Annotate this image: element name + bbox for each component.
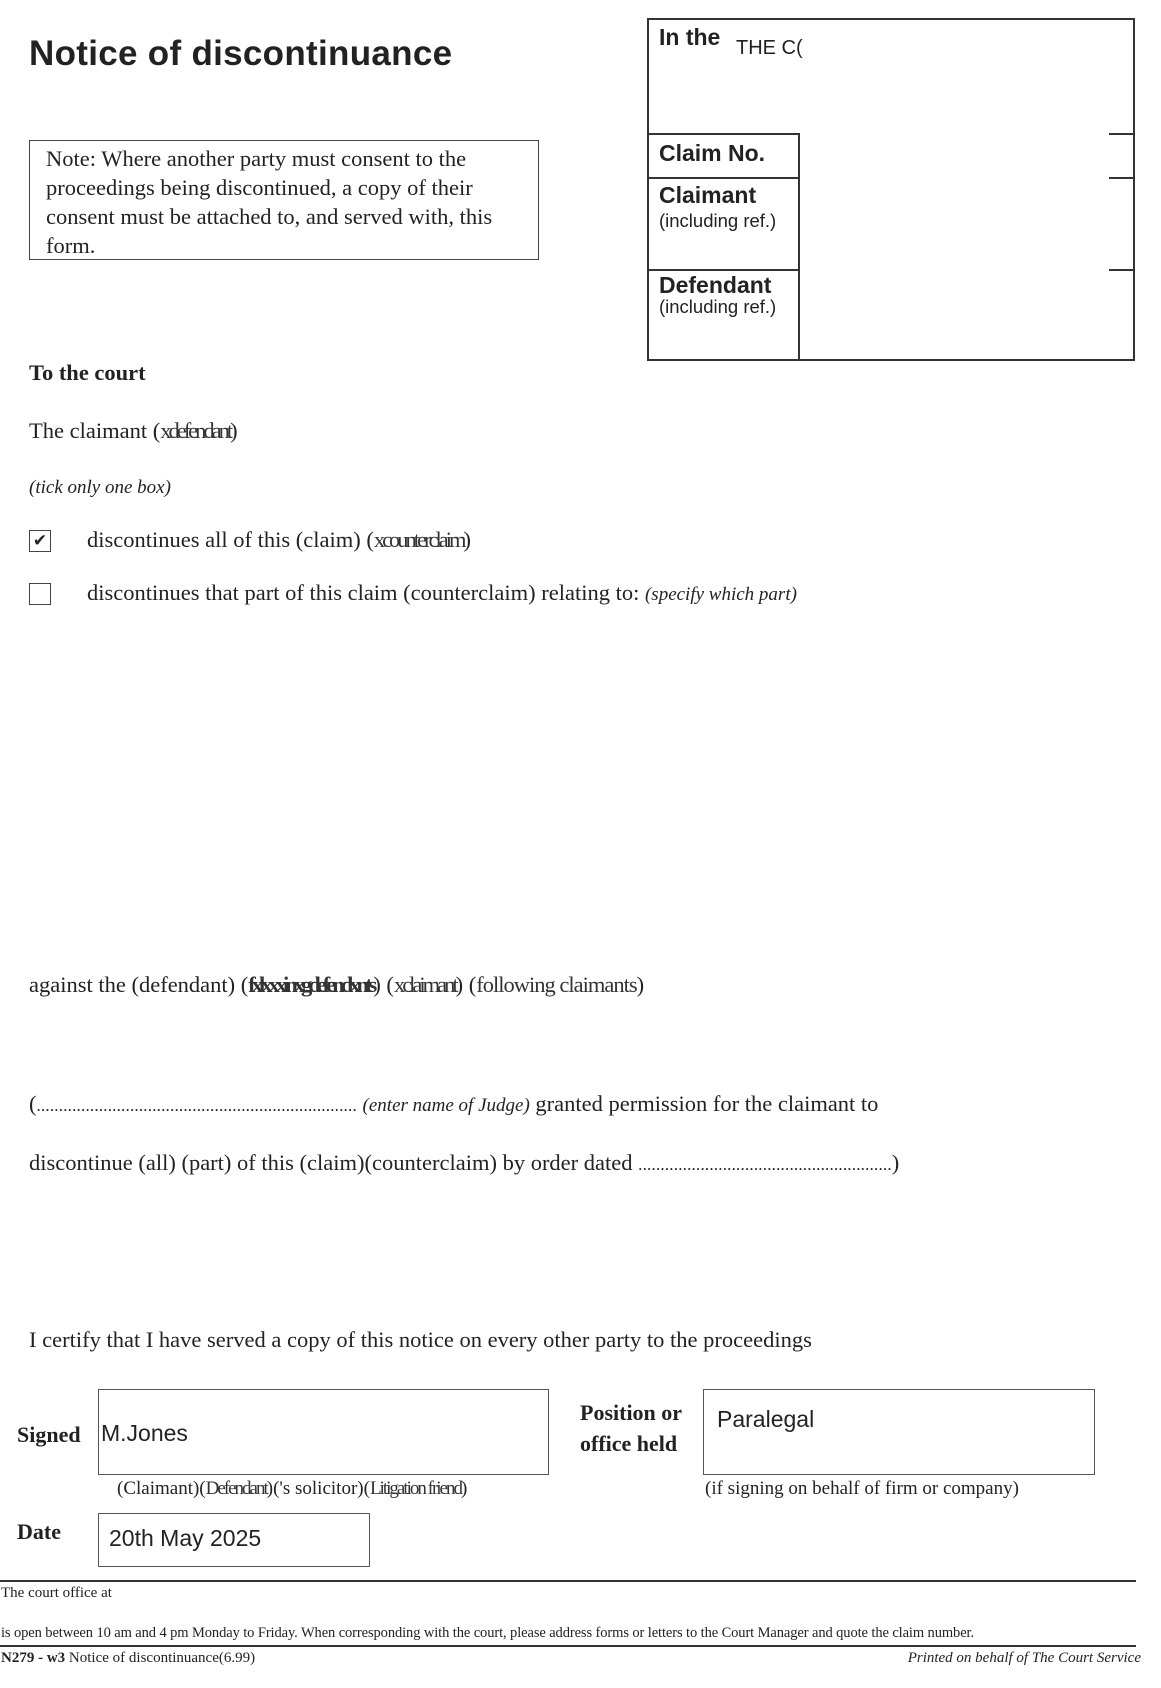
consent-note: Note: Where another party must consent to the proceedings being discontinued, a copy of their consent must be attached to, and served with, this form. [29, 140, 539, 260]
option2-hint: (specify which part) [644, 584, 797, 605]
defendant-label: Defendant [659, 272, 772, 298]
struck-defendants: fxlxxxinxgdefendxnts [248, 972, 374, 997]
judge-text: granted permission for the claimant to [535, 1091, 879, 1116]
position-field[interactable] [703, 1389, 1095, 1475]
date-value: 20th May 2025 [109, 1525, 262, 1551]
judge-name-field[interactable]: ........................................................................ [36, 1096, 357, 1115]
position-label-line2: office held [580, 1431, 678, 1456]
court-box-rule [649, 269, 800, 271]
footer-printed-by: Printed on behalf of The Court Service [907, 1650, 1141, 1666]
option1-end: ) [463, 527, 472, 552]
court-box-rule [649, 133, 800, 135]
defendant-field[interactable] [801, 271, 1107, 359]
signed-label: Signed [17, 1422, 81, 1447]
signed-value: M.Jones [101, 1420, 188, 1446]
position-label-line1: Position or [580, 1400, 683, 1425]
claimant-statement [29, 418, 238, 444]
judge-hint: (enter name of Judge) [362, 1095, 530, 1116]
against-text: against the (defendant) ( [29, 972, 249, 997]
discontinue-all-checkbox[interactable] [29, 530, 51, 552]
against-mid2: ) ( [455, 972, 477, 997]
signed-caption-end: ) [461, 1478, 468, 1499]
claimant-statement-end: ) [230, 418, 238, 443]
judge-permission-line [29, 1091, 878, 1117]
order-date-line [29, 1150, 899, 1176]
tick-hint: (tick only one box) [29, 477, 171, 498]
struck-defendant: xdefendant [160, 418, 231, 443]
part-specification-area[interactable] [87, 620, 1087, 960]
signed-field[interactable] [98, 1389, 549, 1475]
check-icon: ✔ [32, 530, 48, 551]
court-box-rule [1109, 269, 1135, 271]
struck-counterclaim: xcounterclaim [373, 527, 464, 552]
court-box-divider [798, 133, 800, 361]
defendant-sub-label: (including ref.) [659, 296, 777, 317]
order-text: discontinue (all) (part) of this (claim)(counterclaim) by order dated [29, 1150, 633, 1175]
court-box-rule [649, 177, 800, 179]
claimant-field[interactable] [801, 179, 1107, 267]
claimant-label: Claimant [659, 182, 757, 208]
page-title: Notice of discontinuance [29, 34, 453, 73]
claim-no-field[interactable] [801, 135, 1107, 175]
court-box-rule [1109, 177, 1135, 179]
against-end: ) [636, 972, 645, 997]
date-label: Date [17, 1519, 61, 1544]
footer-rule-top [0, 1580, 1136, 1582]
claimant-sub-label: (including ref.) [659, 210, 777, 231]
judge-open: ( [29, 1091, 37, 1116]
claim-no-label: Claim No. [659, 140, 766, 166]
position-label [580, 1397, 682, 1459]
to-the-court-heading: To the court [29, 360, 146, 385]
discontinue-part-checkbox[interactable] [29, 583, 51, 605]
date-field[interactable] [98, 1513, 370, 1567]
signed-caption-start: (Claimant)( [117, 1478, 206, 1499]
footer-hours: is open between 10 am and 4 pm Monday to Friday. When corresponding with the court, please address forms or letters to the Court Manager and quote the claim number. [1, 1625, 974, 1641]
claimant-statement-text: The claimant ( [29, 418, 161, 443]
signed-caption [117, 1478, 467, 1500]
in-the-label: In the [659, 24, 721, 50]
option1-text: discontinues all of this (claim) ( [87, 527, 374, 552]
footer-form-code: N279 - w3 [1, 1650, 66, 1666]
footer-rule-bottom [0, 1645, 1136, 1647]
position-value: Paralegal [717, 1406, 815, 1432]
court-name-field[interactable]: THE C( [736, 37, 803, 59]
order-date-field[interactable]: ......................................................... [638, 1155, 892, 1174]
certify-statement: I certify that I have served a copy of this notice on every other party to the proceedings [29, 1327, 812, 1352]
signed-caption-mid: )('s solicitor)( [266, 1478, 370, 1499]
struck-caption-defendant: Defendant [205, 1478, 267, 1499]
order-end: ) [891, 1150, 900, 1175]
option-discontinue-all [87, 527, 471, 553]
struck-following-claimants: following claimants [476, 972, 637, 997]
against-mid: ) ( [373, 972, 394, 997]
court-box-rule [1109, 133, 1135, 135]
struck-caption-litigation-friend: Litigation friend [369, 1478, 461, 1499]
option2-text: discontinues that part of this claim (counterclaim) relating to: [87, 580, 640, 605]
footer-form-name: Notice of discontinuance(6.99) [68, 1650, 256, 1666]
position-caption: (if signing on behalf of firm or company) [705, 1478, 1019, 1499]
option-discontinue-part [87, 580, 797, 606]
against-statement [29, 972, 644, 998]
footer-court-office: The court office at [1, 1585, 112, 1601]
court-details-box [647, 18, 1135, 361]
footer-form-id [1, 1650, 255, 1667]
struck-claimant: xclaimant [393, 972, 456, 997]
